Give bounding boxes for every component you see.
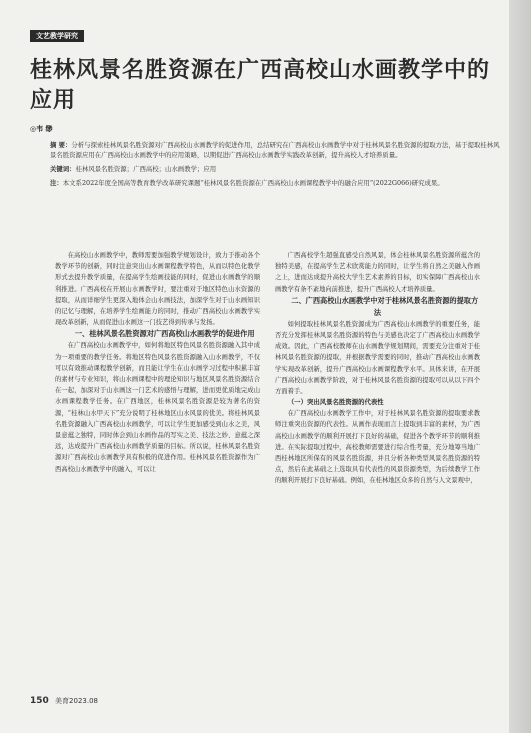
section-heading-2: 二、广西高校山水画教学中对于桂林风景名胜资源的提取方法: [291, 295, 479, 317]
abstract-block: [50, 140, 505, 192]
right-column: [275, 250, 480, 487]
funding-note-paragraph: [50, 178, 505, 188]
keywords-text: 桂林风景名胜资源；广西高校；山水画教学；应用: [75, 165, 217, 173]
section2-paragraph: 如何提取桂林风景名胜资源成为广西高校山水画教学的重要任务，能否充分发挥桂林风景名胜资源的特色与美感也决定了广西高校山水画教学成效。因此，广西高校教师在山水画教学规划期间，需要充分注重对于桂林风景名胜资源的提取，并根据教学需要的同时，推动广西高校山水画教学实现改革创新，提升广西高校山水画课程教学水平。具体来讲，在开展广西高校山水画教学阶段，对于桂林风景名胜资源的提取可以从以下四个方面着手。: [275, 320, 480, 396]
section1-paragraph: 在广西高校山水画教学中，如何将地区特色风景名胜资源融入其中成为一项重要的教学任务。将地区特色风景名胜资源融入山水画教学，不仅可以有效推动课程教学创新，而且能让学生在山水画学习过程中积累丰富的素材与专业知识，将山水画课程中的理论知识与地区风景名胜资源结合在一起，加深对于山水画这一门艺术的感悟与理解，进而更优质地完成山水画课程教学任务。在广西地区，桂林风景名胜资源是较为著名的资源，“桂林山水甲天下”充分说明了桂林地区山水风景的优美。将桂林风景名胜资源融入广西高校山水画教学，可以让学生更加感受到山水之美，风景意蕴之独特，同时体会到山水画作品的写实之美、技法之妙、意蕴之深远，达成提升广西高校山水画教学质量的目标。所以说，桂林风景名胜资源对广西高校山水画教学具有积极的促进作用。桂林风景名胜资源作为广西高校山水画教学中的融入，可以让: [55, 342, 260, 473]
article-title: 桂林风景名胜资源在广西高校山水画教学中的应用: [30, 58, 491, 113]
note-text: 本文系2022年度全国高等教育教学改革研究课题“桂林风景名胜资源在广西高校山水画课程教学中的融合应用”(2022G066)研究成果。: [62, 179, 444, 187]
section-heading-1: 一、桂林风景名胜资源对广西高校山水画教学的促进作用: [74, 329, 255, 339]
page-footer: [30, 696, 98, 706]
left-column: [55, 250, 260, 475]
journal-name: 美育2023.08: [55, 697, 98, 705]
section-tag: 文艺教学研究: [30, 30, 84, 42]
note-label: 注：: [50, 179, 63, 187]
abstract-text: 分析与探索桂林风景名胜资源对广西高校山水画教学的促进作用，总结研究在广西高校山水画教学中对于桂林风景名胜资源的提取方法，基于提取桂林风景名胜资源应用在广西高校山水画教学中的应用策略，以期促进广西高校山水画教学实践改革创新，提升高校人才培养质量。: [50, 141, 500, 159]
abstract-paragraph: [50, 140, 505, 160]
intro-paragraph: 在高校山水画教学中，教师需要加强教学规划设计，致力于推动各个教学环节的创新，同时注意突出山水画课程教学特色，从而以特色化教学形式去提升教学质量，在提高学生绘画技能的同时，促进山水画教学的顺利推进。广西高校在开展山水画教学时，要注重对于地区特色山水资源的提取，从而详细学生更深入地体会山水画技法，加深学生对于山水画知识的记忆与理解，在培养学生绘画能力的同时，推动广西高校山水画教学实现改革创新，从而促进山水画这一门技艺得到传承与发扬。: [55, 252, 260, 327]
abstract-label: 摘 要：: [50, 141, 72, 149]
page-number: 150: [30, 696, 49, 706]
continued-paragraph: 广西高校学生超强直感受自然风景，体会桂林风景名胜资源所蕴含的独特美感，在提高学生艺术欣赏能力的同时，让学生将自然之美融入作画之上，进而达成提升高校大学生艺术素养的目标，切实保障广西高校山水画教学有条不紊地向前推进，提升广西高校人才培养质量。: [275, 252, 480, 293]
subsection-heading-1: （一）突出风景名胜资源的代表性: [287, 398, 384, 407]
keywords-paragraph: [50, 164, 505, 174]
subsection1-paragraph: 在广西高校山水画教学工作中，对于桂林风景名胜资源的提取要求教师注重突出资源的代表性。从画作表现而言上提取到丰富的素材，为广西高校山水画教学的顺利开展打下良好的基础，促进各个教学环节的顺利推进。在实际提取过程中，高校教师需要进行综合性考量，充分地筹当地广西桂林地区所保有的风景名胜资源，并且分析各种类型风景名胜资源的特点，然后在此基础之上选取具有代表性的风景资源类型，为后续教学工作的顺利开展打下良好基础。例如，在桂林地区众多的自然与人文景观中，: [275, 410, 480, 485]
keywords-label: 关键词：: [50, 165, 76, 173]
page-spine-shadow: [509, 0, 531, 733]
article-author: ◎韦 缈: [30, 125, 53, 133]
